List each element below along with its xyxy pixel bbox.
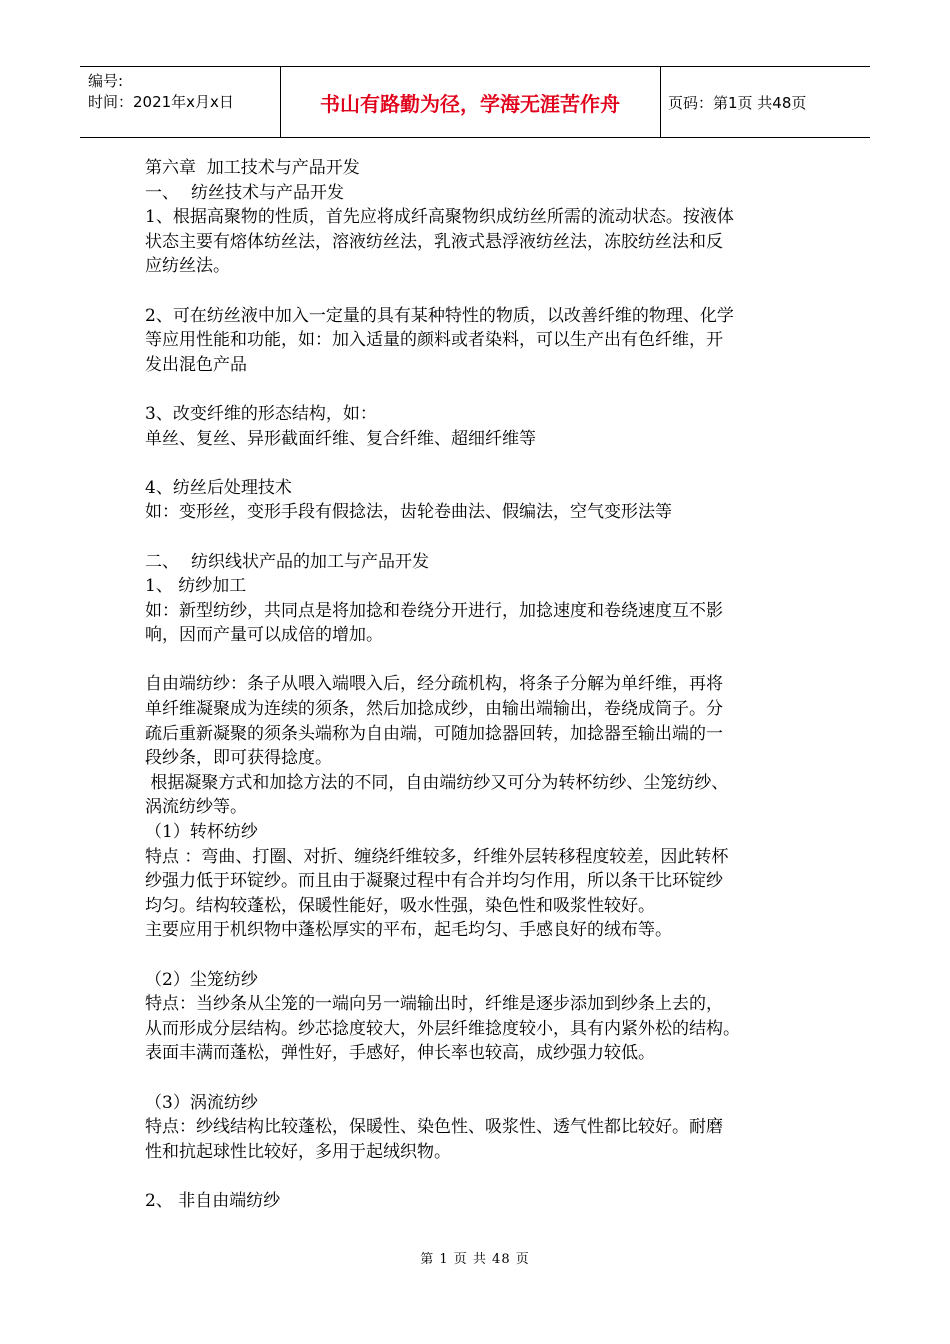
paragraph-line: 3、改变纤维的形态结构，如：	[145, 403, 377, 424]
paragraph-line: 特点：纱线结构比较蓬松，保暖性、染色性、吸浆性、透气性都比较好。耐磨	[145, 1117, 723, 1138]
subsection-heading: 1、 纺纱加工	[145, 576, 247, 597]
header-divider-right	[660, 67, 661, 137]
paragraph-line: 特点 ：弯曲、打圈、对折、缠绕纤维较多，纤维外层转移程度较差，因此转杯	[145, 846, 729, 867]
paragraph-line: 单丝、复丝、异形截面纤维、复合纤维、超细纤维等	[145, 428, 536, 449]
subsection-heading: 2、 非自由端纺纱	[145, 1190, 281, 1211]
paragraph-line: 自由端纺纱：条子从喂入端喂入后，经分疏机构，将条子分解为单纤维，再将	[145, 674, 723, 695]
paragraph-line: 1、根据高聚物的性质，首先应将成纤高聚物织成纺丝所需的流动状态。按液体	[145, 207, 734, 228]
paragraph-line: 4、纺丝后处理技术	[145, 477, 292, 498]
paragraph-line: 表面丰满而蓬松，弹性好，手感好，伸长率也较高，成纱强力较低。	[145, 1043, 655, 1064]
section-title: 纺织线状产品的加工与产品开发	[191, 551, 429, 572]
paragraph-line: 状态主要有熔体纺丝法，溶液纺丝法，乳液式悬浮液纺丝法，冻胶纺丝法和反	[145, 231, 723, 252]
subheading-friction-spinning: （2）尘笼纺纱	[145, 969, 258, 990]
section-title: 纺丝技术与产品开发	[191, 182, 344, 203]
header-page-label: 页码：第1页 共48页	[668, 93, 807, 112]
paragraph-line: 发出混色产品	[145, 354, 247, 375]
paragraph-line: 如：新型纺纱，共同点是将加捻和卷绕分开进行，加捻速度和卷绕速度互不影	[145, 600, 723, 621]
subheading-rotor-spinning: （1）转杯纺纱	[145, 822, 258, 843]
paragraph-line: 纱强力低于环锭纱。而且由于凝聚过程中有合并均匀作用，所以条干比环锭纱	[145, 871, 723, 892]
paragraph-line: 等应用性能和功能，如：加入适量的颜料或者染料，可以生产出有色纤维，开	[145, 330, 723, 351]
paragraph-line: 性和抗起球性比较好，多用于起绒织物。	[145, 1141, 451, 1162]
paragraph-line: 从而形成分层结构。纱芯捻度较大，外层纤维捻度较小，具有内紧外松的结构。	[145, 1018, 740, 1039]
doc-number-label: 编号:	[88, 72, 124, 90]
paragraph-line: 均匀。结构较蓬松，保暖性能好，吸水性强，染色性和吸浆性较好。	[145, 895, 655, 916]
header-meta	[88, 71, 234, 113]
paragraph-line: 疏后重新凝聚的须条头端称为自由端，可随加捻器回转，加捻器至输出端的一	[145, 723, 723, 744]
section-heading-2	[145, 550, 815, 575]
paragraph-line: 涡流纺纱等。	[145, 797, 247, 818]
chapter-title: 第六章 加工技术与产品开发	[145, 158, 360, 178]
document-body	[145, 156, 815, 1214]
page-footer: 第 1 页 共 48 页	[420, 1252, 530, 1267]
paragraph-line: 根据凝聚方式和加捻方法的不同，自由端纺纱又可分为转杯纺纱、尘笼纺纱、	[145, 772, 729, 793]
section-heading-1	[145, 181, 815, 206]
page-header	[80, 66, 870, 138]
paragraph-line: 如：变形丝，变形手段有假捻法，齿轮卷曲法、假编法，空气变形法等	[145, 502, 672, 523]
paragraph-line: 2、可在纺丝液中加入一定量的具有某种特性的物质，以改善纤维的物理、化学	[145, 305, 734, 326]
section-number: 一、	[145, 182, 179, 203]
subheading-vortex-spinning: （3）涡流纺纱	[145, 1092, 258, 1113]
paragraph-line: 特点：当纱条从尘笼的一端向另一端输出时，纤维是逐步添加到纱条上去的，	[145, 994, 723, 1015]
paragraph-line: 单纤维凝聚成为连续的须条，然后加捻成纱，由输出端输出，卷绕成筒子。分	[145, 699, 723, 720]
paragraph-line: 响，因而产量可以成倍的增加。	[145, 625, 383, 646]
header-motto: 书山有路勤为径，学海无涯苦作舟	[320, 91, 620, 116]
section-number: 二、	[145, 551, 179, 572]
paragraph-line: 应纺丝法。	[145, 256, 230, 277]
doc-time-label: 时间：2021年x月x日	[88, 93, 234, 111]
paragraph-line: 主要应用于机织物中蓬松厚实的平布，起毛均匀、手感良好的绒布等。	[145, 920, 672, 941]
paragraph-line: 段纱条，即可获得捻度。	[145, 748, 332, 769]
